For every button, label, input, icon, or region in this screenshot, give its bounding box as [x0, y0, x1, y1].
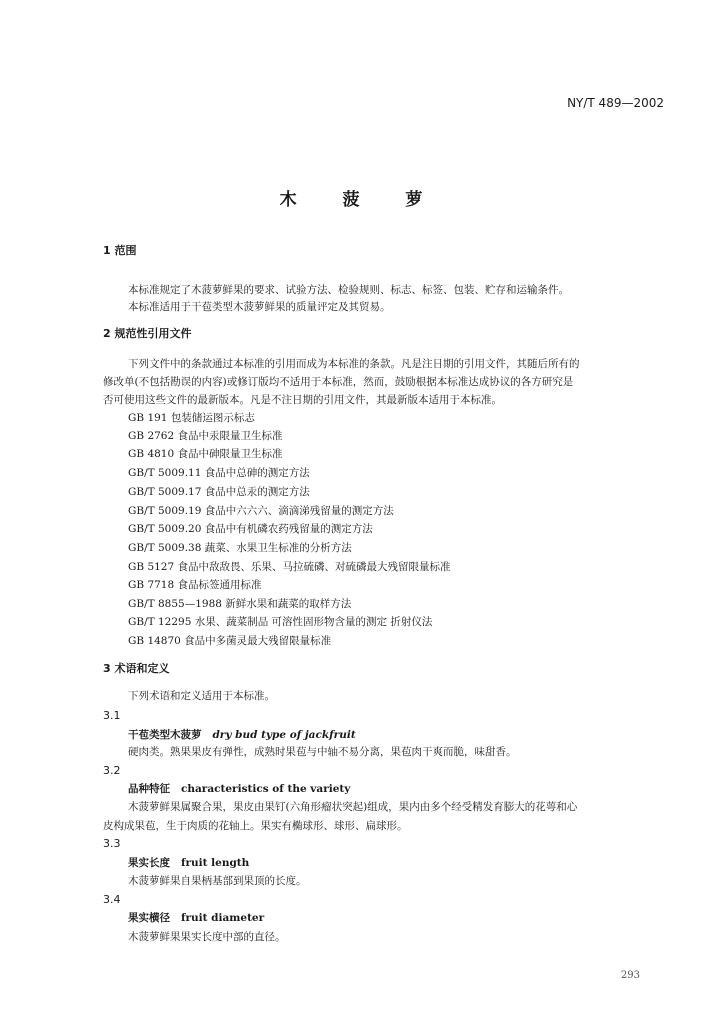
term-title: [128, 855, 249, 870]
reference-item: GB 5127 食品中敌敌畏、乐果、马拉硫磷、对硫磷最大残留限量标准: [128, 561, 451, 573]
reference-item: GB 2762 食品中汞限量卫生标准: [128, 430, 283, 442]
term-zh: 品种特征: [128, 783, 170, 795]
term-number: 3.4: [103, 893, 121, 906]
reference-item: GB 191 包装储运图示标志: [128, 412, 255, 424]
section-2-intro-line-1: 下列文件中的条款通过本标准的引用而成为本标准的条款。凡是注日期的引用文件，其随后所有的: [128, 358, 580, 370]
reference-item: GB/T 8855—1988 新鲜水果和蔬菜的取样方法: [128, 598, 352, 610]
section-1-heading: 1 范围: [103, 244, 137, 257]
term-title: [128, 910, 264, 925]
term-definition: 木菠萝鲜果果实长度中部的直径。: [128, 931, 286, 943]
reference-item: GB 4810 食品中砷限量卫生标准: [128, 448, 283, 460]
reference-item: GB/T 5009.19 食品中六六六、滴滴涕残留量的测定方法: [128, 505, 394, 517]
term-en: characteristics of the variety: [180, 783, 351, 795]
term-en: dry bud type of jackfruit: [212, 729, 356, 741]
term-definition: 木菠萝鲜果自果柄基部到果顶的长度。: [128, 875, 307, 887]
term-en: fruit diameter: [180, 912, 265, 924]
section-3-intro: 下列术语和定义适用于本标准。: [128, 690, 275, 702]
term-number: 3.3: [103, 837, 121, 850]
reference-item: GB/T 5009.38 蔬菜、水果卫生标准的分析方法: [128, 542, 352, 554]
term-title: [128, 727, 356, 742]
reference-item: GB/T 12295 水果、蔬菜制品 可溶性固形物含量的测定 折射仪法: [128, 616, 433, 628]
reference-item: GB/T 5009.17 食品中总汞的测定方法: [128, 486, 310, 498]
section-2-intro-line-2: 修改单(不包括勘误的内容)或修订版均不适用于本标准，然而，鼓励根据本标准达成协议的各方研究是: [103, 376, 574, 388]
reference-item: GB 14870 食品中多菌灵最大残留限量标准: [128, 635, 332, 647]
term-definition: 硬肉类。熟果果皮有弹性，成熟时果苞与中轴不易分离，果苞肉干爽而脆，味甜香。: [128, 746, 517, 758]
section-2-heading: 2 规范性引用文件: [103, 327, 192, 340]
reference-item: GB/T 5009.20 食品中有机磷农药残留量的测定方法: [128, 523, 373, 535]
term-definition: 木菠萝鲜果属聚合果，果皮由果钉(六角形瘤状突起)组成，果内由多个经受精发育膨大的花萼和心: [128, 801, 578, 813]
section-3-heading: 3 术语和定义: [103, 662, 170, 675]
term-zh: 干苞类型木菠萝: [128, 729, 202, 741]
term-title: [128, 781, 350, 796]
reference-item: GB/T 5009.11 食品中总砷的测定方法: [128, 467, 310, 479]
term-number: 3.1: [103, 709, 121, 722]
reference-item: GB 7718 食品标签通用标准: [128, 579, 262, 591]
page-number: 293: [620, 970, 640, 981]
term-definition: 皮构成果苞，生于肉质的花轴上。果实有椭球形、球形、扁球形。: [103, 820, 408, 832]
section-1-para-1: 本标准规定了木菠萝鲜果的要求、试验方法、检验规则、标志、标签、包装、贮存和运输条件。: [128, 284, 569, 296]
term-zh: 果实长度: [128, 857, 170, 869]
page-title: 木 菠 萝: [279, 190, 443, 210]
term-zh: 果实横径: [128, 912, 170, 924]
standard-number: NY/T 489—2002: [567, 96, 664, 110]
section-2-intro-line-3: 否可使用这些文件的最新版本。凡是不注日期的引用文件，其最新版本适用于本标准。: [103, 394, 502, 406]
term-number: 3.2: [103, 764, 121, 777]
section-1-para-2: 本标准适用于干苞类型木菠萝鲜果的质量评定及其贸易。: [128, 301, 391, 313]
term-en: fruit length: [180, 857, 250, 869]
